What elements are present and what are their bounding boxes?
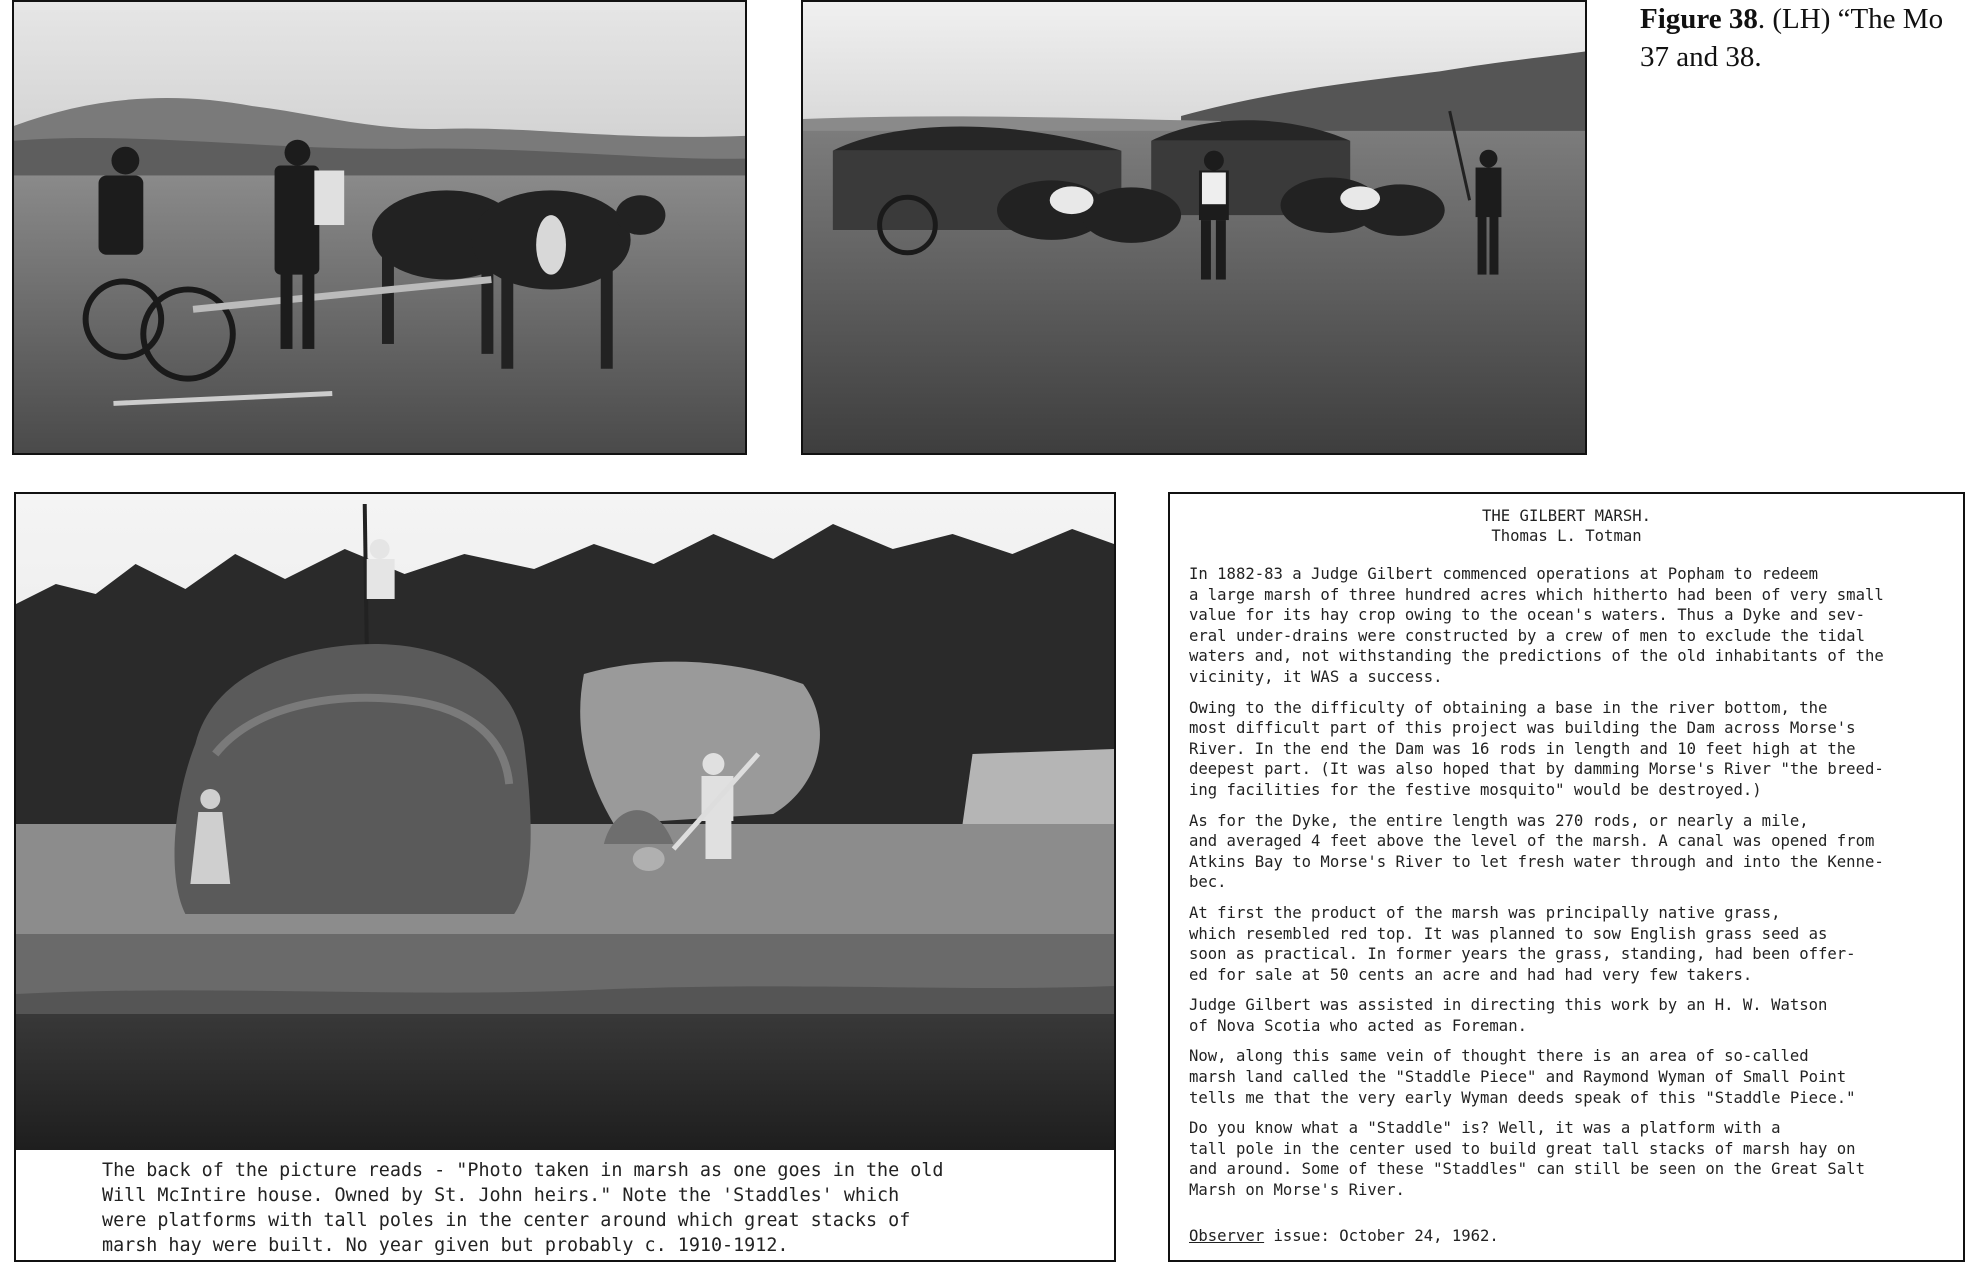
article-paragraph: In 1882-83 a Judge Gilbert commenced operations at Popham to redeem a large marsh of three hundred acres which hitherto had been of very small value for its hay crop owing to the ocean's waters. Thus a Dyke and sev- eral under-drains were constructed by a crew of men to exclude the tidal waters and, not withstanding the predictions of the old inhabitants of the vicinity, it WAS a success. xyxy=(1189,565,1884,686)
article-paragraph: Judge Gilbert was assisted in directing this work by an H. W. Watson of Nova Scotia who acted as Foreman. xyxy=(1189,996,1828,1035)
photo-hay-wagons-oxen xyxy=(801,0,1587,455)
article-body xyxy=(1189,564,1955,1211)
article-paragraph: Now, along this same vein of thought there is an area of so-called marsh land called the "Staddle Piece" and Raymond Wyman of Small Point tells me that the very early Wyman deeds speak of this "Staddle Piece." xyxy=(1189,1047,1856,1107)
article-clipping xyxy=(1168,492,1965,1262)
figure-caption-line-2: 37 and 38. xyxy=(1640,41,1762,73)
article-paragraph: Owing to the difficulty of obtaining a base in the river bottom, the most difficult part of this project was building the Dam across Morse's River. In the end the Dam was 16 rods in length and 10 feet high at the deepest part. (It was also hoped that by damming Morse's River "the breed- ing facilities for the festive mosquito" would be destroyed.) xyxy=(1189,698,1884,799)
photo-staddle-image xyxy=(16,494,1114,1150)
figure-caption-text: . (LH) “The Mo xyxy=(1757,3,1944,35)
article-author: Thomas L. Totman xyxy=(1491,527,1642,545)
photo-staddle-haystack xyxy=(14,492,1116,1262)
article-paragraph: Do you know what a "Staddle" is? Well, it was a platform with a tall pole in the center used to build great tall stacks of marsh hay on and around. Some of these "Staddles" can still be seen on the Great Salt Marsh on Morse's River. xyxy=(1189,1119,1865,1200)
figure-label: Figure 38 xyxy=(1640,3,1758,35)
source-issue-date: issue: October 24, 1962. xyxy=(1264,1227,1499,1245)
figure-caption xyxy=(1640,0,1985,80)
article-title: THE GILBERT MARSH. xyxy=(1482,507,1651,525)
source-publication: Observer xyxy=(1189,1227,1265,1245)
article-paragraph: At first the product of the marsh was principally native grass, which resembled red top. It was planned to sow English grass seed as soon as practical. In former years the grass, standing, had been offer- ed for sale at 50 cents an acre and had had very few takers. xyxy=(1189,903,1856,984)
photo-mowing-oxen xyxy=(12,0,747,455)
article-source xyxy=(1189,1226,1499,1247)
figure-caption-line-1 xyxy=(1640,0,1985,38)
article-paragraph: As for the Dyke, the entire length was 270 rods, or nearly a mile, and averaged 4 feet above the level of the marsh. A canal was opened from Atkins Bay to Morse's River to let fresh water through and into the Kenne- bec. xyxy=(1189,811,1884,892)
photo-caption: The back of the picture reads - "Photo taken in marsh as one goes in the old Will McIntire house. Owned by St. John heirs." Note the 'Staddles' which were platforms with tall poles in the center around which great stacks of marsh hay were built. No year given but probably c. 1910-1912. xyxy=(102,1160,944,1256)
